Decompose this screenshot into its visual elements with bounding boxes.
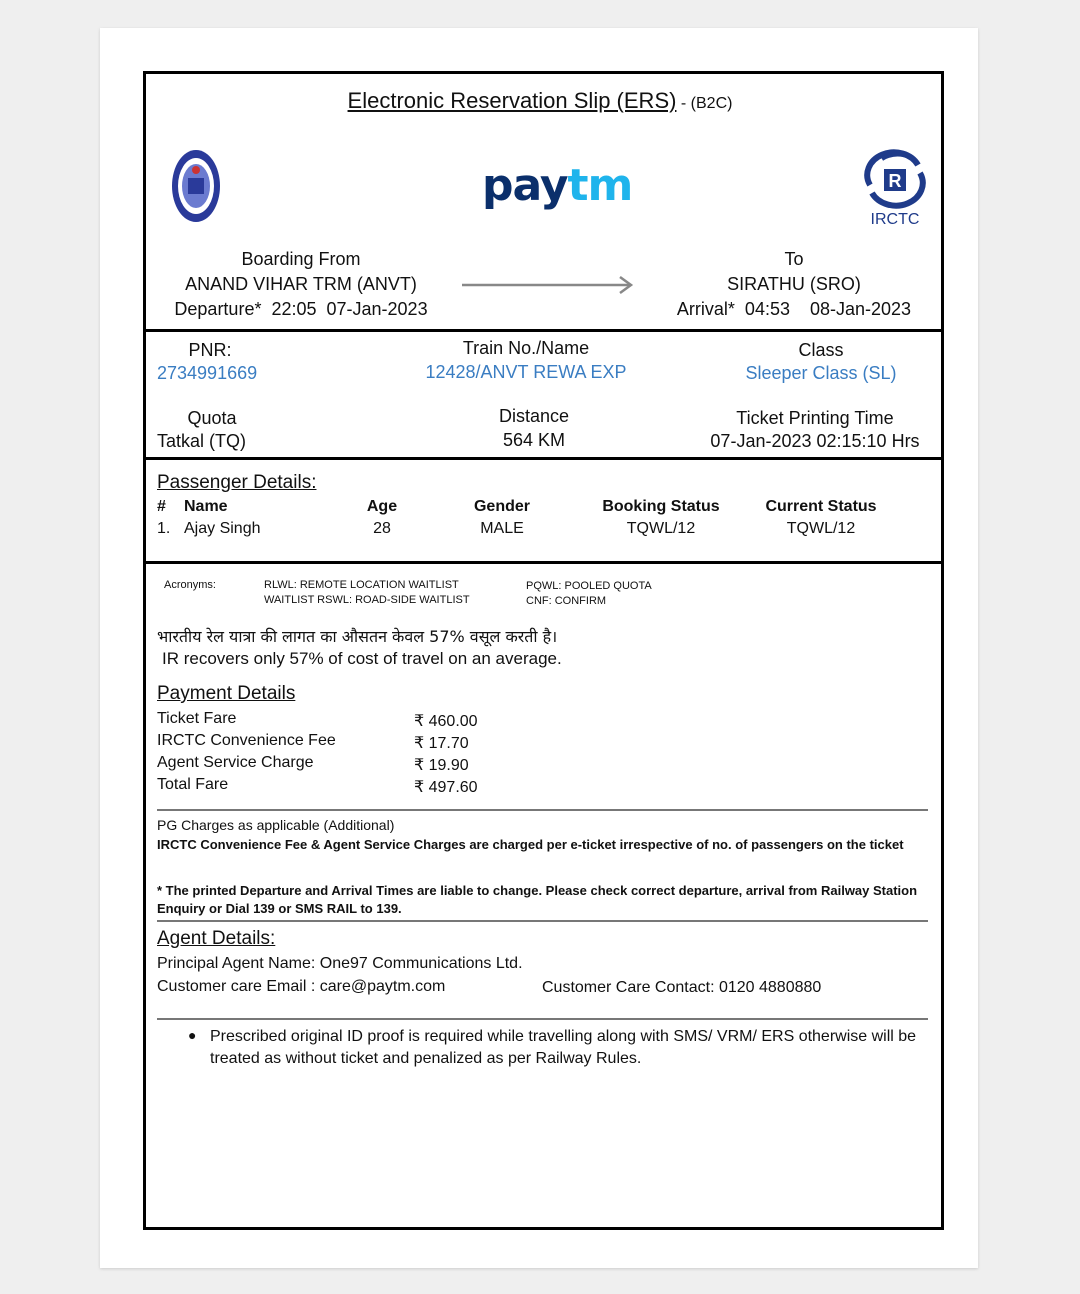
print-time-label: Ticket Printing Time	[736, 408, 894, 428]
col-name: Name	[184, 498, 228, 515]
irctc-label: IRCTC	[870, 211, 920, 228]
ticket-fare-label: Ticket Fare	[157, 710, 237, 727]
payment-details-title: Payment Details	[157, 683, 296, 704]
passenger-num: 1.	[157, 520, 171, 537]
passenger-booking-status: TQWL/12	[626, 520, 696, 537]
acronym-cnf: CNF: CONFIRM	[526, 595, 607, 607]
customer-care-contact: Customer Care Contact: 0120 4880880	[542, 979, 822, 996]
divider	[143, 457, 944, 460]
hindi-notice: भारतीय रेल यात्रा की लागत का औसतन केवल 57% वसूल करती है।	[157, 627, 558, 646]
divider	[157, 920, 928, 922]
train-value: 12428/ANVT REWA EXP	[425, 362, 627, 382]
quota-label: Quota	[187, 408, 237, 428]
agent-details-title: Agent Details:	[157, 928, 276, 949]
ticket-fare-amount: ₹ 460.00	[414, 713, 478, 730]
passenger-age: 28	[373, 520, 391, 537]
departure-time: Departure* 22:05 07-Jan-2023	[174, 299, 428, 319]
divider	[143, 561, 944, 564]
pnr-label: PNR:	[188, 340, 232, 360]
col-num: #	[157, 498, 166, 515]
arrival-time: Arrival* 04:53 08-Jan-2023	[676, 299, 912, 319]
id-proof-note: Prescribed original ID proof is required while travelling along with SMS/ VRM/ ERS otherwise will be treated as without ticket and penalized as per Railway Rules.	[210, 1028, 917, 1067]
train-label: Train No./Name	[462, 338, 590, 358]
col-booking-status: Booking Status	[602, 498, 720, 515]
to-station: SIRATHU (SRO)	[727, 274, 861, 294]
ers-title: Electronic Reservation Slip (ERS) - (B2C)	[347, 88, 733, 113]
boarding-label: Boarding From	[241, 249, 361, 269]
col-gender: Gender	[473, 498, 530, 515]
agent-charge-amount: ₹ 19.90	[414, 757, 469, 774]
class-value: Sleeper Class (SL)	[745, 363, 897, 383]
total-fare-label: Total Fare	[157, 776, 229, 793]
distance-value: 564 KM	[502, 430, 566, 450]
class-label: Class	[798, 340, 844, 360]
passenger-details-title: Passenger Details:	[157, 472, 317, 493]
passenger-gender: MALE	[480, 520, 524, 537]
irctc-logo	[860, 145, 930, 209]
principal-agent: Principal Agent Name: One97 Communications Ltd.	[157, 955, 523, 972]
col-current-status: Current Status	[765, 498, 877, 515]
print-time-value: 07-Jan-2023 02:15:10 Hrs	[710, 431, 920, 451]
to-label: To	[784, 249, 804, 269]
fee-note: IRCTC Convenience Fee & Agent Service Charges are charged per e-ticket irrespective of no. of passengers on the ticket	[157, 837, 904, 852]
acronyms-label: Acronyms:	[164, 579, 216, 591]
divider	[157, 1018, 928, 1020]
passenger-current-status: TQWL/12	[786, 520, 856, 537]
english-notice: IR recovers only 57% of cost of travel on an average.	[162, 649, 562, 668]
pg-charges-note: PG Charges as applicable (Additional)	[157, 817, 395, 833]
indian-railways-logo	[170, 148, 222, 224]
paytm-logo: paytm	[482, 160, 633, 211]
time-note: * The printed Departure and Arrival Times are liable to change. Please check correct departure, arrival from Railway Station Enquiry or Dial 139 or SMS RAIL to 139.	[157, 883, 918, 916]
pnr-value: 2734991669	[157, 363, 258, 383]
distance-label: Distance	[498, 406, 570, 426]
svg-text:R: R	[888, 171, 902, 191]
quota-value: Tatkal (TQ)	[157, 431, 247, 451]
journey-arrow-icon	[460, 274, 638, 296]
divider	[157, 809, 928, 811]
convenience-fee-amount: ₹ 17.70	[414, 735, 469, 752]
boarding-station: ANAND VIHAR TRM (ANVT)	[185, 274, 417, 294]
col-age: Age	[366, 498, 398, 515]
divider	[143, 329, 944, 332]
acronym-rlwl: RLWL: REMOTE LOCATION WAITLIST	[264, 579, 459, 591]
customer-care-email: Customer care Email : care@paytm.com	[157, 978, 446, 995]
acronym-pqwl: PQWL: POOLED QUOTA	[526, 580, 652, 592]
agent-charge-label: Agent Service Charge	[157, 754, 314, 771]
convenience-fee-label: IRCTC Convenience Fee	[157, 732, 336, 749]
total-fare-amount: ₹ 497.60	[414, 779, 478, 796]
passenger-name: Ajay Singh	[184, 520, 261, 537]
acronym-rswl: WAITLIST RSWL: ROAD-SIDE WAITLIST	[264, 594, 470, 606]
bullet-icon: ●	[188, 1027, 197, 1043]
